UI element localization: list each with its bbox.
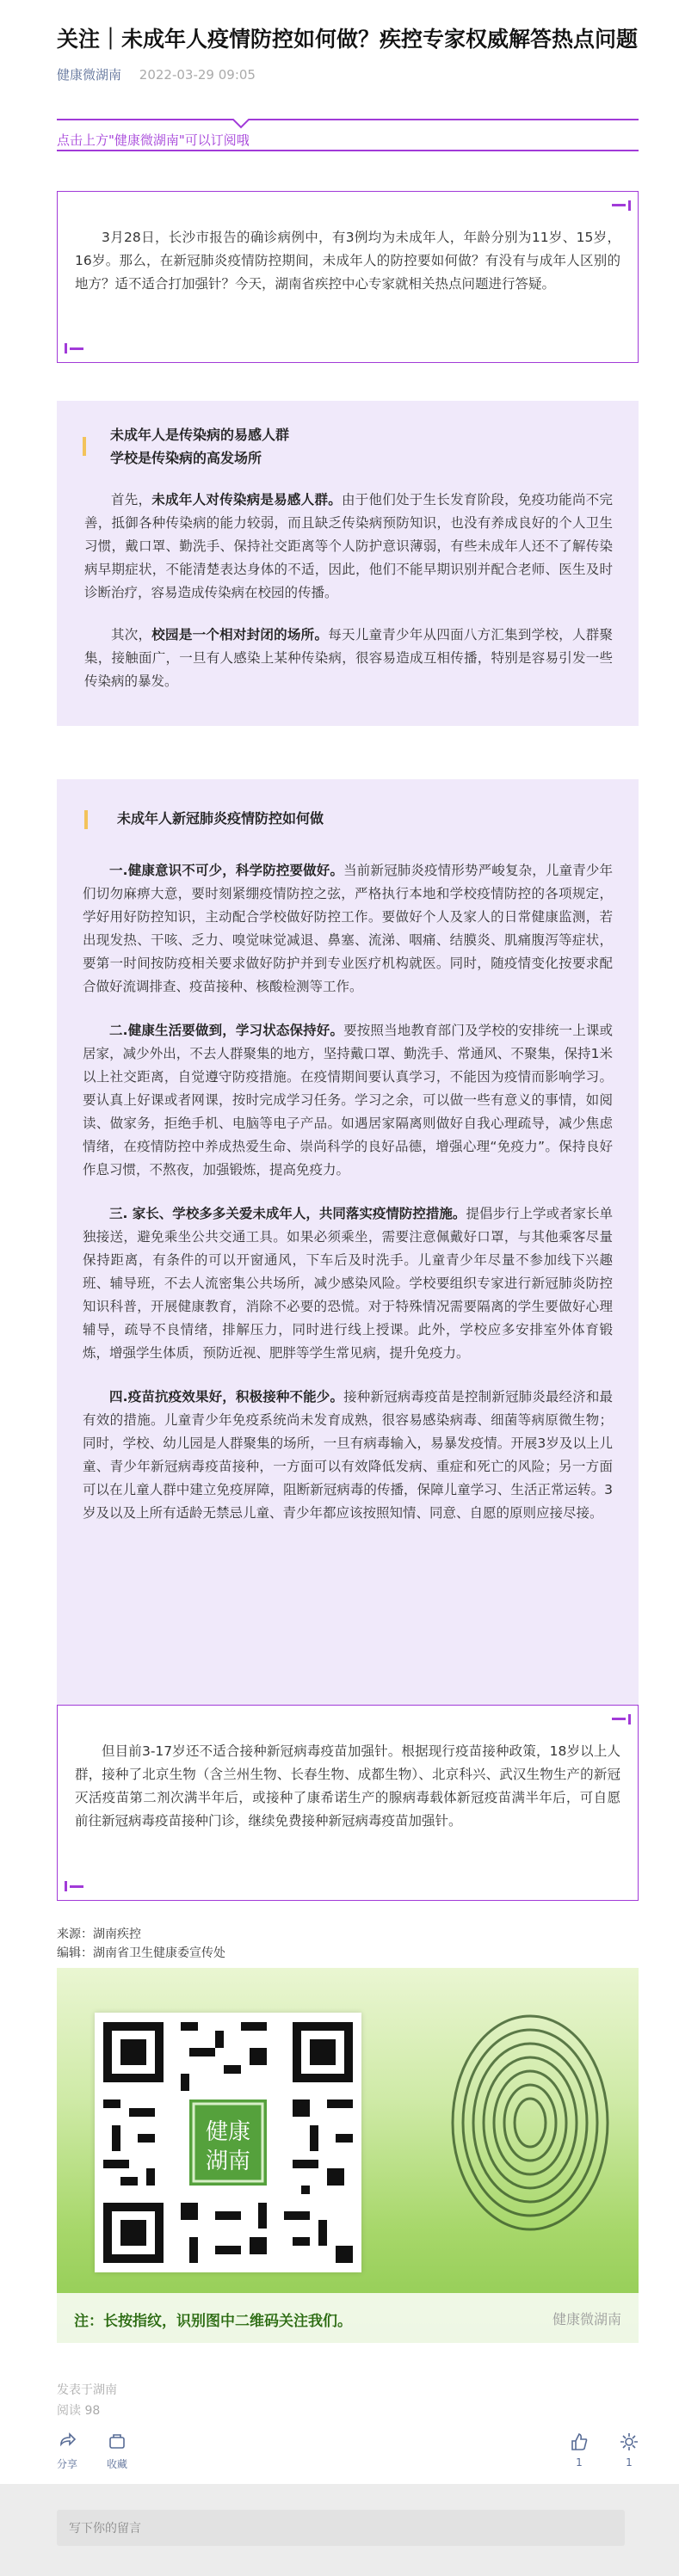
- paragraph: 首先，未成年人对传染病是易感人群。由于他们处于生长发育阶段，免疫功能尚不完善，抵御各种传染病的能力较弱，而且缺乏传染病预防知识，也没有养成良好的个人卫生习惯，戴口罩、勤洗手、保持社交距离等个人防护意识薄弱，有些未成年人还不了解传染病早期症状，不能清楚表达身体的不适，因此，他们不能早期识别并配合老师、医生及时诊断治疗，容易造成传染病在校园的传播。: [84, 492, 613, 600]
- banner-note: 注：长按指纹，识别图中二维码关注我们。: [74, 2313, 352, 2330]
- favorite-icon: [108, 2432, 127, 2451]
- fingerprint-icon[interactable]: [444, 1994, 616, 2252]
- wow-button[interactable]: 1: [620, 2432, 639, 2468]
- favorite-button[interactable]: 收藏: [107, 2432, 127, 2471]
- banner-caption: [57, 2293, 639, 2343]
- like-button[interactable]: 1: [570, 2432, 589, 2468]
- article-title: 关注｜未成年人疫情防控如何做？疾控专家权威解答热点问题: [57, 27, 639, 52]
- intro-box: [57, 191, 639, 363]
- share-icon: [58, 2432, 77, 2451]
- corner-decoration-icon: [65, 343, 83, 354]
- editor-line: 编辑：湖南省卫生健康委宣传处: [57, 1946, 225, 1960]
- qr-code[interactable]: [95, 2013, 361, 2272]
- section-heading: 未成年人新冠肺炎疫情防控如何做: [83, 807, 613, 830]
- paragraph: 三. 家长、学校多多关爱未成年人，共同落实疫情防控措施。提倡步行上学或者家长单独接送，避免乘坐公共交通工具。如果必须乘坐，需要注意佩戴好口罩，与其他乘客尽量保持距离，有条件的可以开窗通风，下车后及时洗手。儿童青少年尽量不参加线下兴趣班、辅导班，不去人流密集公共场所，减少感染风险。学校要组织专家进行新冠肺炎防控知识科普，开展健康教育，消除不必要的恐慌。对于特殊情况需要隔离的学生要做好心理辅导，疏导不良情绪，排解压力，同时进行线上授课。此外，学校应多安排室外体育锻炼，增强学生体质，预防近视、肥胖等学生常见病，提升免疫力。: [83, 1206, 613, 1361]
- article-meta: [57, 65, 256, 83]
- section-marker-icon: [83, 437, 86, 456]
- paragraph: 其次，校园是一个相对封闭的场所。每天儿童青少年从四面八方汇集到学校，人群聚集，接触面广，一旦有人感染上某种传染病，很容易造成互相传播，特别是容易引发一些传染病的暴发。: [84, 627, 613, 689]
- share-button[interactable]: 分享: [57, 2432, 77, 2471]
- read-count: 阅读 98: [57, 2404, 101, 2418]
- triangle-notch-icon: [232, 119, 250, 129]
- comment-input[interactable]: 写下你的留言: [57, 2510, 625, 2546]
- thumbs-up-icon: [570, 2432, 589, 2451]
- booster-paragraph: 但目前3-17岁还不适合接种新冠病毒疫苗加强针。根据现行疫苗接种政策，18岁以上人群，接种了北京生物（含兰州生物、长春生物、成都生物）、北京科兴、武汉生物生产的新冠灭活疫苗第二剂次满半年后，或接种了康希诺生产的腺病毒载体新冠疫苗满半年后，可自愿前往新冠病毒疫苗接种门诊，继续免费接种新冠病毒疫苗加强针。: [75, 1743, 620, 1829]
- corner-decoration-icon: [612, 1714, 631, 1725]
- comment-area: [0, 2484, 679, 2576]
- credits: [57, 1925, 225, 1963]
- corner-decoration-icon: [65, 1881, 83, 1891]
- paragraph: 四.疫苗抗疫效果好，积极接种不能少。接种新冠病毒疫苗是控制新冠肺炎最经济和最有效的措施。儿童青少年免疫系统尚未发育成熟，很容易感染病毒、细菌等病原微生物；同时，学校、幼儿园是人群聚集的场所，一旦有病毒输入，易暴发疫情。开展3岁及以上儿童、青少年新冠病毒疫苗接种，一方面可以有效降低发病、重症和死亡的风险；另一方面可以在儿童人群中建立免疫屏障，阻断新冠病毒的传播，保障儿童学习、生活正常运转。3岁及以及上所有适龄无禁忌儿童、青少年都应该按照知情、同意、自愿的原则应接尽接。: [83, 1389, 613, 1521]
- action-bar: [57, 2432, 639, 2477]
- qr-caption: 健康: [205, 2119, 251, 2145]
- paragraph: 二.健康生活要做到，学习状态保持好。要按照当地教育部门及学校的安排统一上课或居家，减少外出，不去人群聚集的地方，坚持戴口罩、勤洗手、常通风、不聚集，保持1米以上社交距离，自觉遵守防疫措施。在疫情期间要认真学习，不能因为疫情而影响学习。要认真上好课或者网课，按时完成学习任务。学习之余，可以做一些有意义的事情，如阅读、做家务，拒绝手机、电脑等电子产品。如遇居家隔离则做好自我心理疏导，减少焦虑情绪，在疫情防控中养成热爱生命、崇尚科学的良好品德，增强心理“免疫力”。保持良好作息习惯，不熬夜，加强锻炼，提高免疫力。: [83, 1023, 613, 1177]
- source-line: 来源：湖南疾控: [57, 1927, 141, 1941]
- qr-caption: 湖南: [205, 2149, 251, 2174]
- corner-decoration-icon: [612, 200, 631, 211]
- booster-box: [57, 1705, 639, 1901]
- subscribe-bar[interactable]: [57, 119, 639, 151]
- qr-banner-image[interactable]: [57, 1968, 639, 2343]
- section-susceptibility: [57, 401, 639, 726]
- sparkle-icon: [620, 2432, 639, 2451]
- section-marker-icon: [84, 810, 88, 829]
- published-by: 发表于湖南: [57, 2383, 117, 2397]
- account-name-link[interactable]: 健康微湖南: [57, 67, 122, 83]
- section-heading: 未成年人是传染病的易感人群 学校是传染病的高发场所: [110, 423, 613, 470]
- qr-code-icon: [95, 2013, 361, 2272]
- publish-date: 2022-03-29 09:05: [139, 67, 256, 83]
- banner-brand: 健康微湖南: [552, 2311, 621, 2327]
- paragraph: 一.健康意识不可少，科学防控要做好。当前新冠肺炎疫情形势严峻复杂，儿童青少年们切勿麻痹大意，要时刻紧绷疫情防控之弦，严格执行本地和学校疫情防控的各项规定，学好用好防控知识，主动配合学校做好防控工作。要做好个人及家人的日常健康监测，若出现发热、干咳、乏力、嗅觉味觉减退、鼻塞、流涕、咽痛、结膜炎、肌痛腹泻等症状，要第一时间按防疫相关要求做好防护并到专业医疗机构就医。同时，随疫情变化按要求配合做好流调排查、疫苗接种、核酸检测等工作。: [83, 863, 613, 994]
- intro-paragraph: 3月28日，长沙市报告的确诊病例中，有3例均为未成年人，年龄分别为11岁、15岁，16岁。那么，在新冠肺炎疫情防控期间，未成年人的防控要如何做？有没有与成年人区别的地方？适不适合打加强针？今天，湖南省疾控中心专家就相关热点问题进行答疑。: [75, 230, 620, 292]
- subscribe-hint: 点击上方"健康微湖南"可以订阅哦: [57, 132, 250, 148]
